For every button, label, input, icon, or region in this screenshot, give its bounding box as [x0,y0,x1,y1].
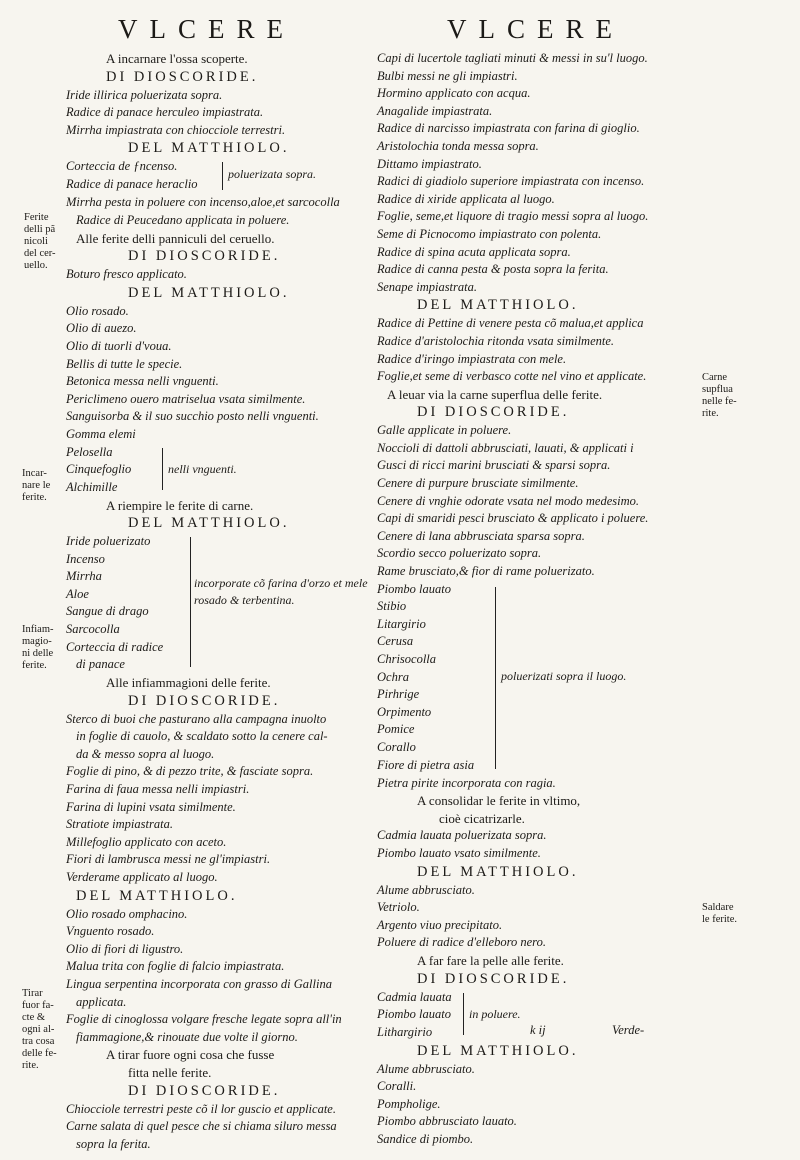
running-header-right: VLCERE [447,14,624,44]
text-line: Capi di lucertole tagliati minuti & messi in su'l luogo. [377,51,648,65]
brace-item: Sarcocolla [66,622,120,637]
brace-item: Corallo [377,739,416,754]
text-line: sopra la ferita. [76,1136,151,1151]
text-line: Sandice di piombo. [377,1131,474,1146]
catchword: Verde- [612,1023,645,1037]
margin-note-tirar: Tirar fuor fa- cte & ogni al- tra cosa delle fe- rite. [22,988,57,1071]
text-line: Olio di tuorli d'voua. [66,338,172,353]
text-line: Lingua serpentina incorporata con grasso di Gallina [66,977,332,991]
text-line: Carne salata di quel pesce che si chiama siluro messa [66,1119,337,1134]
brace-item: Corteccia de ƒncenso. [66,159,178,174]
subheading: Alle infiammagioni delle ferite. [106,675,271,691]
text-line: Farina di faua messa nelli impiastri. [66,782,250,797]
text-line: Foglie, seme,et liquore di tragio messi sopra al luogo. [377,209,649,224]
text-line: Noccioli di dattoli abbrusciati, lauati, & applicati i [377,440,634,455]
text-line: Aristolochia tonda messa sopra. [377,138,539,153]
text-line: Radice di narcisso impiastrata con farina di gioglio. [377,121,640,136]
brace-item: Ochra [377,669,409,684]
brace-item: Fiore di pietra asia [377,757,475,772]
text-line: Farina di lupini vsata similmente. [66,799,236,814]
text-line: Olio di auezo. [66,321,137,336]
text-line: Cenere di vnghie odorate vsata nel modo medesimo. [377,493,639,508]
text-line: Cenere di purpure brusciate similmente. [377,476,579,491]
brace-item: Lithargirio [377,1024,433,1039]
text-line: Iride illirica poluerizata sopra. [66,87,223,102]
text-line: Radice di Pettine di venere pesta cõ malua,et applica [377,316,644,331]
brace-label: poluerizata sopra. [228,167,317,182]
subheading: A consolidar le ferite in vltimo, [417,793,581,809]
text-line: Mirrha impiastrata con chiocciole terrestri. [66,122,286,137]
brace-item: Stibio [377,599,407,614]
left-column [66,50,366,1153]
text-line: Senape impiastrata. [377,279,477,294]
brace-item: Cinquefoglio [66,462,132,477]
margin-note-incarnare: Incar- nare le ferite. [22,468,51,503]
brace-item: Incenso [66,551,105,566]
brace-item: Pelosella [66,444,113,459]
brace-item: Piombo lauato [377,1007,451,1022]
text-line: Dittamo impiastrato. [377,156,482,171]
text-line: Foglie,et seme di verbasco cotte nel vino et applicate. [377,369,647,384]
margin-note-ferite: Ferite delli pã nicoli del cer- uello. [24,212,56,271]
section-heading: DI DIOSCORIDE. [128,1082,281,1099]
running-header-left: VLCERE [118,14,295,44]
brace-item: Sangue di drago [66,604,149,619]
text-line: Olio di fiori di ligustro. [66,941,184,956]
text-line: Pompholige. [377,1096,441,1111]
text-line: Fiori di lambrusca messi ne gl'impiastri. [66,852,271,867]
section-heading: DEL MATTHIOLO. [76,887,238,904]
text-line: Radice di panace herculeo impiastrata. [66,105,264,120]
brace-label: nelli vnguenti. [168,461,237,476]
margin-note-carne: Carne supflua nelle fe- rite. [702,372,737,419]
text-line: Chiocciole terrestri peste cõ il lor guscio et applicate. [66,1101,336,1116]
text-line: Periclimeno ouero matriselua vsata similmente. [66,391,306,406]
text-line: Alume abbrusciato. [377,1061,475,1076]
text-line: Galle applicate in poluere. [377,423,512,438]
brace-item: Aloe [66,586,89,601]
brace-item: Piombo lauato [377,581,451,596]
brace-item: di panace [76,657,125,672]
brace-group [66,158,366,194]
text-line: Bellis di tutte le specie. [66,356,183,371]
text-line: Vnguento rosado. [66,924,155,939]
brace-group [66,444,366,497]
margin-note-infiammagioni: Infiam- magio- ni delle ferite. [22,624,54,671]
text-line: Poluere di radice d'elleboro nero. [377,935,546,950]
text-line: Radici di giadiolo superiore impiastrata con incenso. [377,174,645,189]
subheading: A tirar fuore ogni cosa che fusse [106,1047,275,1063]
text-line: Cenere di lana abbrusciata sparsa sopra. [377,528,585,543]
text-line: in foglie di cauolo, & scaldato sotto la cenere cal- [76,729,328,744]
text-line: Sanguisorba & il suo succhio posto nelli vnguenti. [66,409,319,424]
brace-group [377,581,687,775]
text-line: Boturo fresco applicato. [66,267,187,282]
text-line: Alume abbrusciato. [377,882,475,897]
text-line: Gusci di ricci marini brusciati & sparsi sopra. [377,458,611,473]
text-line: Anagalide impiastrata. [377,103,493,118]
brace-label: incorporate cõ farina d'orzo et mele rosado & terbentina. [194,576,368,608]
brace-item: Pomice [377,722,415,737]
brace-label: poluerizati sopra il luogo. [501,668,627,683]
subheading: A incarnare l'ossa scoperte. [106,51,248,66]
brace-group [66,533,366,674]
text-line: Sterco di buoi che pasturano alla campagna inuolto [66,711,327,726]
text-line: Foglie di cinoglossa volgare fresche legate sopra all'in [66,1012,342,1027]
text-line: Vetriolo. [377,900,420,915]
subheading: fitta nelle ferite. [128,1064,212,1080]
brace-item: Corteccia di radice [66,639,164,654]
brace-item: Iride poluerizato [66,534,151,549]
text-line: Rame brusciato,& fior di rame poluerizato. [377,564,595,579]
brace-item: Cadmia lauata [377,989,452,1004]
text-line: Scordio secco poluerizato sopra. [377,546,542,561]
text-line: Olio rosado omphacino. [66,906,188,921]
text-line: Foglie di pino, & di pezzo trite, & fasciate sopra. [66,764,314,779]
text-line: Gomma elemi [66,426,136,441]
section-heading: DI DIOSCORIDE. [417,404,570,421]
right-column [377,50,687,1149]
brace-item: Mirrha [66,569,102,584]
text-line: Argento viuo precipitato. [377,917,503,932]
text-line: Radice d'aristolochia ritonda vsata similmente. [377,333,615,348]
brace-item: Alchimille [66,479,118,494]
text-line: fiammagione,& rinouate due volte il giorno. [76,1029,298,1044]
text-line: Radice di xiride applicata al luogo. [377,191,555,206]
text-line: Piombo abbrusciato lauato. [377,1114,517,1129]
text-line: Capi di smaridi pesci brusciato & applicato i poluere. [377,511,649,526]
text-line: Millefoglio applicato con aceto. [66,834,227,849]
section-heading: DEL MATTHIOLO. [128,515,290,532]
text-line: applicata. [76,994,127,1009]
text-line: Mirrha pesta in poluere con incenso,aloe,et sarcocolla [66,195,340,210]
text-line: Piombo lauato vsato similmente. [377,846,541,860]
text-line: Betonica messa nelli vnguenti. [66,374,219,389]
section-heading: DEL MATTHIOLO. [128,140,290,157]
section-heading: DI DIOSCORIDE. [417,970,570,987]
subheading: A riempire le ferite di carne. [106,497,254,513]
brace-item: Pirhrige [377,687,420,702]
section-heading: DI DIOSCORIDE. [128,248,281,265]
section-heading: DI DIOSCORIDE. [106,68,259,85]
text-line: Stratiote impiastrata. [66,817,173,832]
text-line: Verderame applicato al luogo. [66,870,218,885]
text-line: Hormino applicato con acqua. [377,86,531,101]
text-line: Cadmia lauata poluerizata sopra. [377,828,547,843]
text-line: Radice d'iringo impiastrata con mele. [377,351,567,366]
subheading: Alle ferite delli panniculi del ceruello. [76,230,275,246]
text-line: Coralli. [377,1079,417,1094]
subheading: A leuar via la carne superflua delle ferite. [387,386,603,402]
subheading: cioè cicatrizarle. [439,810,525,826]
brace-item: Radice di panace heraclio [66,176,198,191]
text-line: Radice di spina acuta applicata sopra. [377,244,571,259]
brace-item: Orpimento [377,704,432,719]
text-line: Radice di Peucedano applicata in poluere. [76,212,290,227]
brace-item: Chrisocolla [377,652,437,666]
text-line: da & messo sopra al luogo. [76,746,215,761]
subheading: A far fare la pelle alle ferite. [417,952,564,968]
text-line: Seme di Picnocomo impiastrato con polenta. [377,226,602,241]
section-heading: DEL MATTHIOLO. [417,297,579,314]
brace-item: Cerusa [377,634,414,649]
signature-mark: k ij [530,1023,546,1037]
brace-item: Litargirio [377,616,426,631]
text-line: Olio rosado. [66,303,129,318]
text-line: Malua trita con foglie di falcio impiastrata. [66,959,285,974]
section-heading: DEL MATTHIOLO. [417,1042,579,1059]
section-heading: DI DIOSCORIDE. [128,692,281,709]
margin-note-saldare: Saldare le ferite. [702,902,737,925]
section-heading: DEL MATTHIOLO. [417,863,579,880]
brace-label: in poluere. [469,1006,521,1021]
text-line: Radice di canna pesta & posta sopra la ferita. [377,262,609,277]
text-line: Pietra pirite incorporata con ragia. [377,775,556,790]
section-heading: DEL MATTHIOLO. [128,284,290,301]
text-line: Bulbi messi ne gli impiastri. [377,68,518,83]
